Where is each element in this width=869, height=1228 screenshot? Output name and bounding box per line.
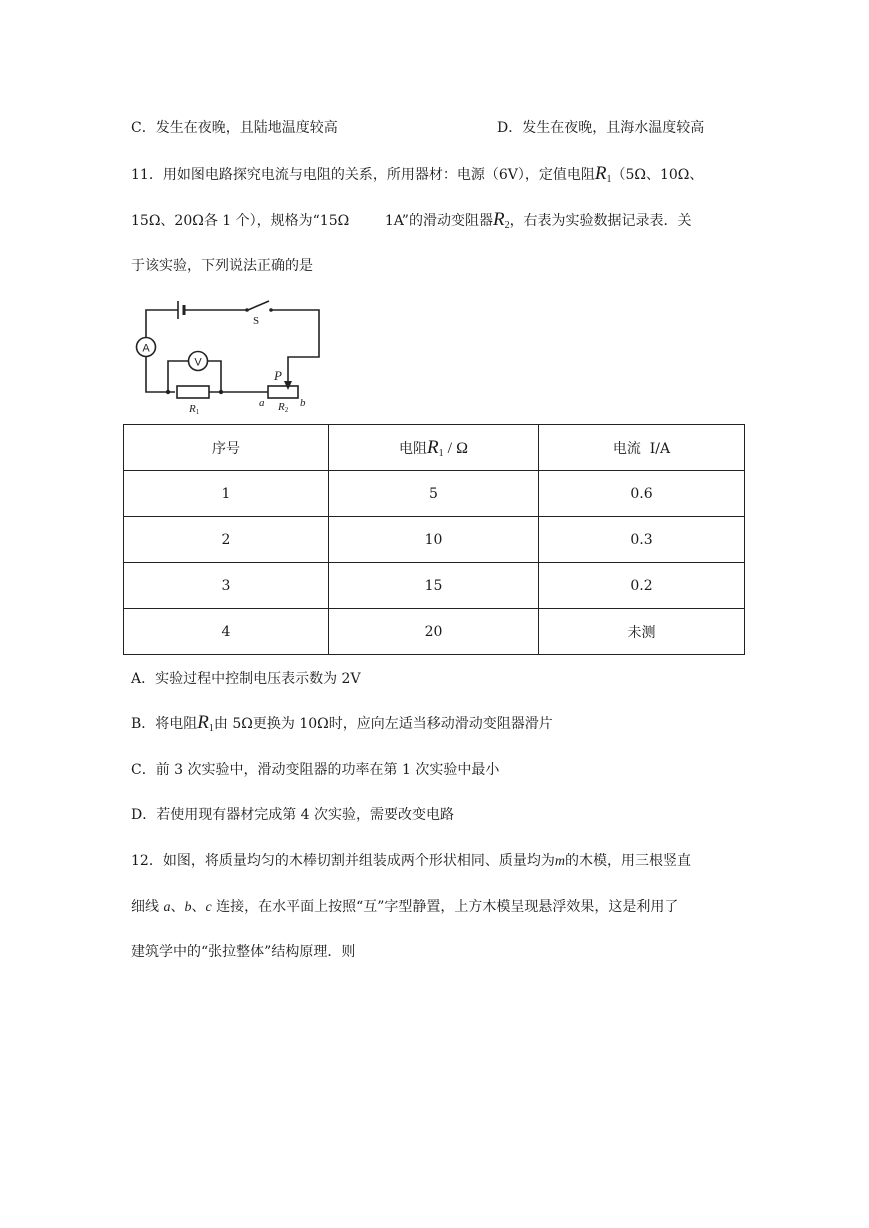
ammeter-label: A [142,342,150,355]
r2-resistor [268,386,298,398]
cell-index: 4 [124,609,329,655]
voltmeter-label: V [194,356,202,369]
slider-label: P [274,368,282,383]
q11-option-c: C．前 3 次实验中，滑动变阻器的功率在第 1 次实验中最小 [131,762,500,778]
q11-stem-line3: 于该实验，下列说法正确的是 [131,258,313,274]
cell-resistance: 10 [329,517,539,563]
cell-current: 0.6 [539,471,745,517]
switch-blade [248,301,269,310]
end-a-label: a [259,397,265,409]
q11-line2-post: ，右表为实验数据记录表．关 [509,213,692,229]
q11-line2-pre: 15Ω、20Ω各 1 个），规格为“15Ω 1A”的滑动变阻器 [131,213,493,229]
q11-option-a: A．实验过程中控制电压表示数为 2V [131,671,361,687]
table-row [124,609,745,655]
q11-stem-line1 [131,164,703,190]
table-row [124,471,745,517]
cell-index: 2 [124,517,329,563]
data-table [123,424,745,655]
r2-label: R2 [278,401,289,414]
q11-line1-pre: 11．用如图电路探究电流与电阻的关系，所用器材：电源（6V），定值电阻 [131,167,595,183]
circuit-diagram [128,290,328,418]
table-row [124,517,745,563]
switch-pivot [245,308,249,312]
q11-option-d: D．若使用现有器材完成第 4 次实验，需要改变电路 [131,807,455,823]
r2-symbol: R [492,209,505,230]
q12-stem-line1: 12．如图，将质量均匀的木棒切割并组装成两个形状相同、质量均为m的木模，用三根竖直 [131,853,691,869]
cell-resistance: 5 [329,471,539,517]
q11-option-b: B．将电阻$R_1$由 5Ω更换为 10Ω时，应向左适当移动滑动变阻器滑片 [131,712,553,734]
table-row [124,563,745,609]
switch-label: S [252,315,260,327]
header-index: 序号 [124,425,329,471]
cell-current: 0.2 [539,563,745,609]
q12-stem-line3: 建筑学中的“张拉整体”结构原理．则 [131,944,356,960]
table-header-row [124,425,745,471]
r1-subscript: 1 [606,174,612,185]
r2-subscript: 2 [504,220,510,231]
header-resistance: 电阻$R_1$ / Ω [329,425,539,471]
junction-left [166,390,170,394]
cell-current: 未测 [539,609,745,655]
wire-voltmeter-left [168,361,188,392]
cell-resistance: 20 [329,609,539,655]
q10-option-c: C．发生在夜晚，且陆地温度较高 [131,120,338,136]
switch-contact [269,308,273,312]
r1-symbol: R [594,163,607,184]
cell-index: 1 [124,471,329,517]
cell-current: 0.3 [539,517,745,563]
wire-top-left [146,310,178,338]
r1-label: R1 [189,403,200,416]
q11-line1-post: （5Ω、10Ω、 [611,167,704,183]
q10-option-d: D．发生在夜晚，且海水温度较高 [497,120,705,136]
r1-resistor [177,386,209,398]
wire-left-bottom [146,357,175,392]
q11-stem-line2 [131,210,692,236]
junction-right [219,390,223,394]
header-current: 电流 I/A [539,425,745,471]
wire-voltmeter-right [208,361,221,392]
end-b-label: b [300,397,306,409]
mass-symbol: m [554,854,565,869]
cell-index: 3 [124,563,329,609]
q12-stem-line2: 细线 a、b、c 连接，在水平面上按照“互”字型静置，上方木模呈现悬浮效果，这是利用了 [131,899,679,915]
cell-resistance: 15 [329,563,539,609]
